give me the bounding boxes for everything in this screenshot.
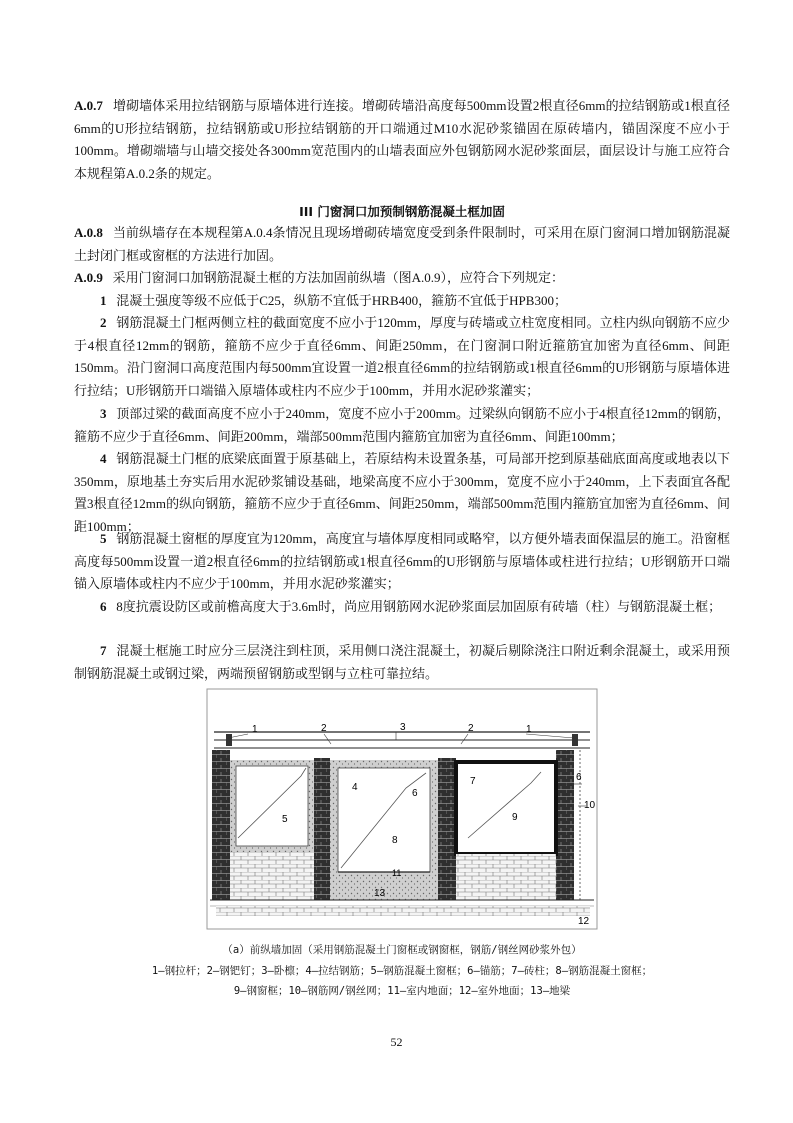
steel-tie-rod <box>226 734 232 746</box>
item-number: 2 <box>100 315 107 330</box>
clause-text-a08: 当前纵墙存在本规程第A.0.4条情况且现场增砌砖墙宽度受到条件限制时，可采用在原门窗洞口增加钢筋混凝土封闭门框或窗框的方法进行加固。 <box>74 225 731 263</box>
label-4: 4 <box>352 782 358 793</box>
figure-caption-title: （a）前纵墙加固（采用钢筋混凝土门窗框或钢窗框，钢筋/钢丝网砂浆外包） <box>222 944 582 956</box>
label-11: 11 <box>392 868 402 878</box>
list-item-5 <box>74 528 730 596</box>
list-item-1 <box>74 290 730 313</box>
clause-text-a09: 采用门窗洞口加钢筋混凝土框的方法加固前纵墙（图A.0.9），应符合下列规定： <box>112 270 565 285</box>
item-text: 8度抗震设防区或前檐高度大于3.6m时，尚应用钢筋网水泥砂浆面层加固原有砖墙（柱）与钢筋混凝土框； <box>116 599 722 614</box>
item-number: 6 <box>100 599 107 614</box>
paragraph-a07 <box>74 95 730 185</box>
list-item-2 <box>74 312 730 402</box>
label-7: 7 <box>470 776 476 787</box>
label-10: 10 <box>584 800 596 811</box>
wall-reinforcement-drawing <box>206 688 598 930</box>
item-text: 混凝土强度等级不应低于C25，纵筋不宜低于HRB400，箍筋不宜低于HPB300； <box>116 293 567 308</box>
label-2-left: 2 <box>321 723 327 734</box>
item-text: 钢筋混凝土门框两侧立柱的截面宽度不应小于120mm，厚度与砖墙或立柱宽度相同。立柱内纵向钢筋不应少于4根直径12mm的钢筋，箍筋不应少于直径6mm、间距250mm，在门窗洞口附近箍筋宜加密为直径6mm、间距150mm。沿门窗洞口高度范围内每500mm宜设置一道2根直径6mm的拉结钢筋或1根直径6mm的U形钢筋与原墙体进行拉结；U形钢筋开口端锚入原墙体或柱内不应少于100mm，并用水泥砂浆灌实； <box>74 315 731 398</box>
label-8: 8 <box>392 835 398 846</box>
item-number: 7 <box>100 643 107 658</box>
label-12: 12 <box>578 916 590 927</box>
brick-wall-right-lower <box>456 854 556 900</box>
label-2-right: 2 <box>468 723 474 734</box>
item-number: 3 <box>100 406 107 421</box>
figure-legend-line-1: 1—钢拉杆；2—钢钯钉；3—卧檩；4—拉结钢筋；5—钢筋混凝土窗框；6—锚筋；7—砖柱；8—钢筋混凝土窗框； <box>151 965 653 977</box>
brick-column-right <box>556 750 574 900</box>
item-number: 1 <box>100 293 107 308</box>
steel-tie-rod <box>572 734 578 746</box>
brick-pillar-mid-left <box>314 758 330 900</box>
label-9: 9 <box>512 812 518 823</box>
item-number: 4 <box>100 451 107 466</box>
foundation-brick <box>216 906 590 916</box>
label-1-left: 1 <box>252 724 258 735</box>
paragraph-a08 <box>74 222 730 267</box>
label-3: 3 <box>400 722 406 733</box>
page-number: 52 <box>390 1035 403 1049</box>
label-6-right: 6 <box>576 772 582 783</box>
list-item-4 <box>74 448 730 538</box>
brick-wall-left-lower <box>230 852 314 900</box>
item-text: 钢筋混凝土窗框的厚度宜为120mm，高度宜与墙体厚度相同或略窄，以方便外墙表面保温层的施工。沿窗框高度每500mm设置一道2根直径6mm的拉结钢筋或1根直径6mm的U形钢筋与原墙体或柱进行拉结；U形钢筋开口端锚入原墙体或柱内不应少于100mm，并用水泥砂浆灌实； <box>74 531 731 592</box>
label-5: 5 <box>282 814 288 825</box>
section-heading: III 门窗洞口加预制钢筋混凝土框加固 <box>299 204 505 219</box>
figure-legend-line-2: 9—钢窗框；10—钢筋网/钢丝网；11—室内地面；12—室外地面；13—地梁 <box>233 985 571 997</box>
list-item-6 <box>74 596 730 619</box>
list-item-7 <box>74 640 730 685</box>
list-item-3 <box>74 403 730 448</box>
window-opening-left <box>236 766 308 846</box>
item-text: 混凝土框施工时应分三层浇注到柱顶，采用侧口浇注混凝土，初凝后剔除浇注口附近剩余混凝土，或采用预制钢筋混凝土或钢过梁，两端预留钢筋或型钢与立柱可靠拉结。 <box>74 643 730 681</box>
figure-a09-drawing <box>206 688 598 930</box>
brick-pillar-mid-right <box>438 758 456 900</box>
label-13: 13 <box>374 888 386 899</box>
item-text: 钢筋混凝土门框的底梁底面置于原基础上，若原结构未设置条基，可局部开挖到原基础底面高度或地表以下350mm，原地基土夯实后用水泥砂浆铺设基础，地梁高度不应小于300mm，宽度不应小于240mm，上下表面宜各配置3根直径12mm的纵向钢筋，箍筋不应少于直径6mm、间距250mm，端部500mm范围内箍筋宜加密为直径6mm、间距100mm； <box>74 451 730 534</box>
clause-text-a07: 增砌墙体采用拉结钢筋与原墙体进行连接。增砌砖墙沿高度每500mm设置2根直径6mm的拉结钢筋或1根直径6mm的U形拉结钢筋，拉结钢筋或U形拉结钢筋的开口端通过M10水泥砂浆锚固在原砖墙内，锚固深度不应小于100mm。增砌端墙与山墙交接处各300mm宽范围内的山墙表面应外包钢筋网水泥砂浆面层，面层设计与施工应符合本规程第A.0.2条的规定。 <box>74 98 731 181</box>
item-text: 顶部过梁的截面高度不应小于240mm，宽度不应小于200mm。过梁纵向钢筋不应小于4根直径12mm的钢筋，箍筋不应少于直径6mm、间距200mm，端部500mm范围内箍筋宜加密为直径6mm、间距100mm； <box>74 406 731 444</box>
label-1-right: 1 <box>526 724 532 735</box>
brick-column-left <box>212 750 230 900</box>
clause-number-a09: A.0.9 <box>74 270 103 285</box>
clause-number-a08: A.0.8 <box>74 225 103 240</box>
clause-number-a07: A.0.7 <box>74 98 103 113</box>
paragraph-a09 <box>74 267 730 290</box>
item-number: 5 <box>100 531 107 546</box>
label-6-mid: 6 <box>412 788 418 799</box>
